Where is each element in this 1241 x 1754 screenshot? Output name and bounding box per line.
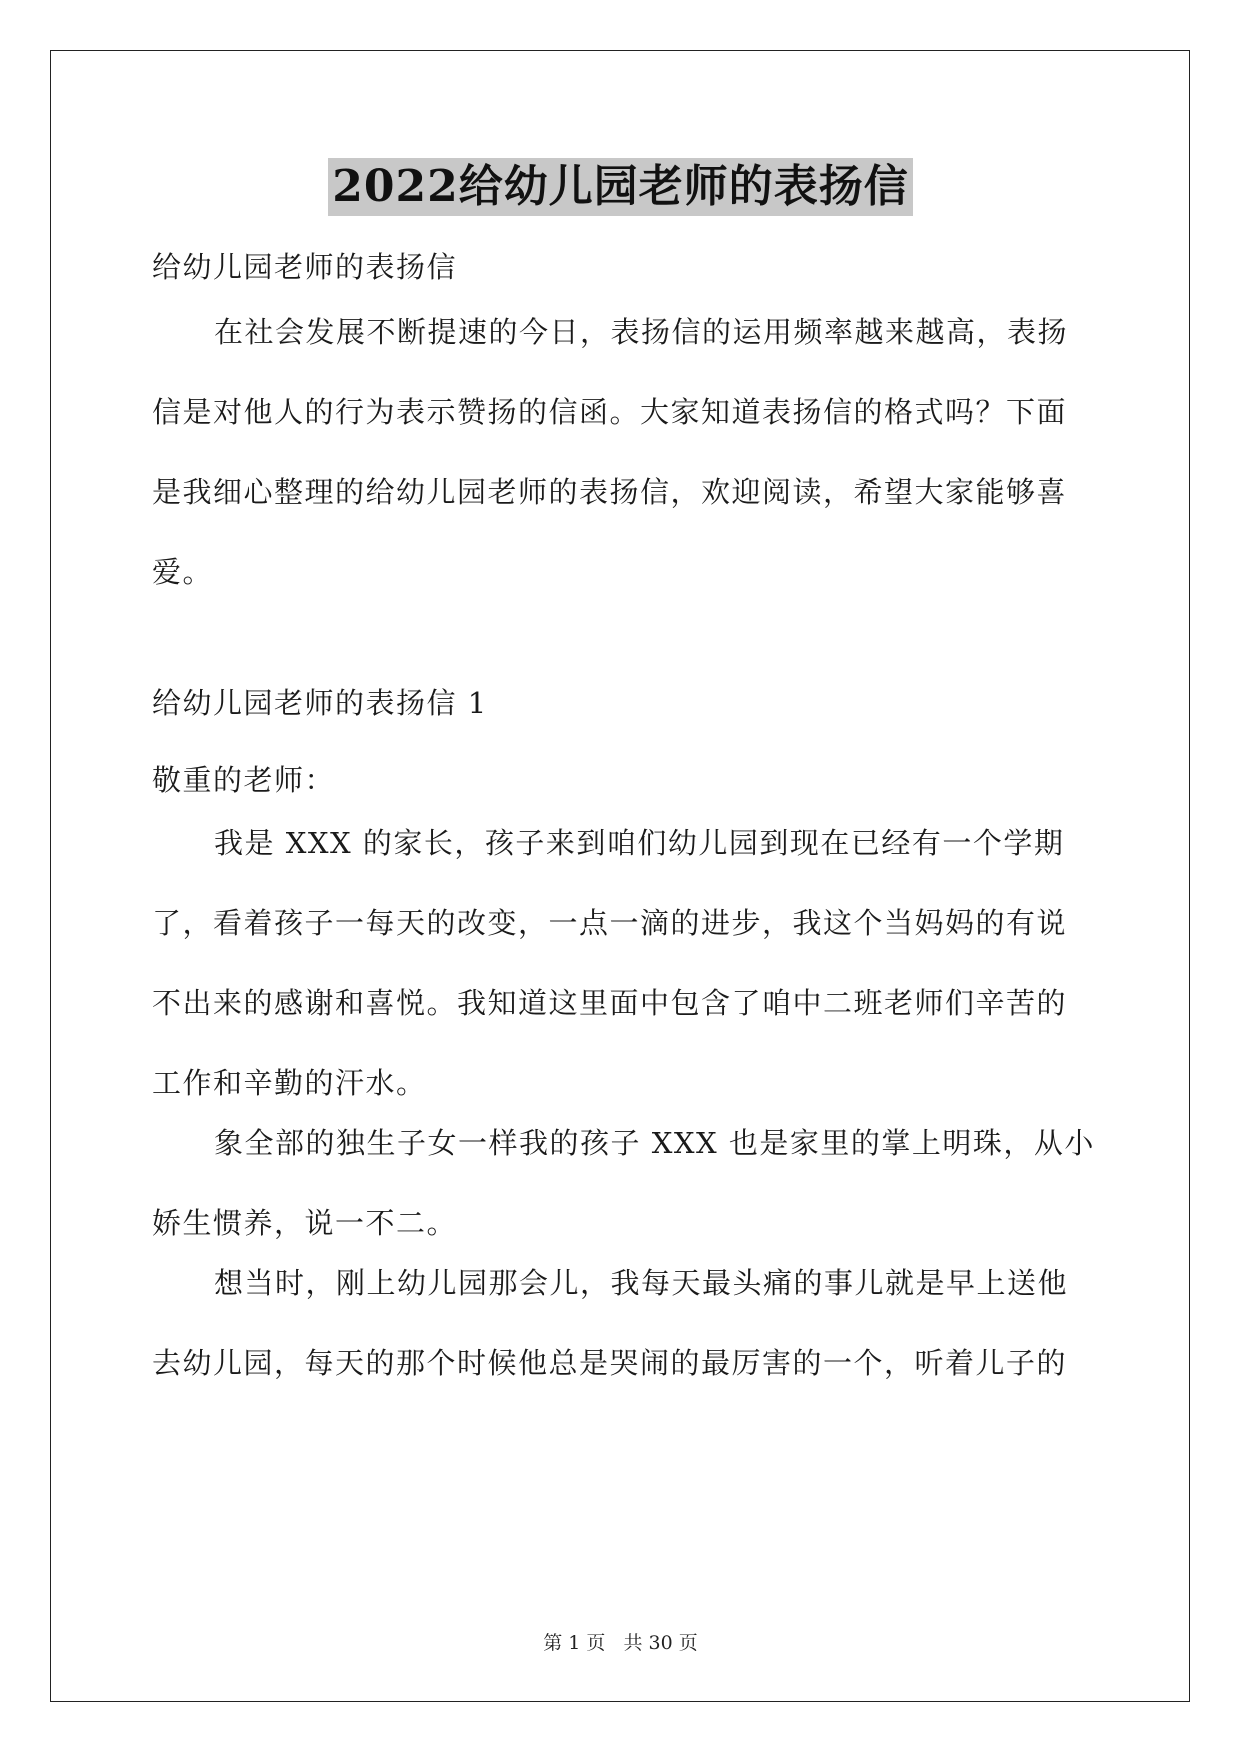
salutation: 敬重的老师： xyxy=(152,763,336,797)
body-paragraph-2: 象全部的独生子女一样我的孩子 XXX 也是家里的掌上明珠，从小娇生惯养，说一不二。 xyxy=(152,1126,1095,1240)
body-paragraph-3: 想当时，刚上幼儿园那会儿，我每天最头痛的事儿就是早上送他去幼儿园，每天的那个时候他总是哭闹的最厉害的一个，听着儿子的 xyxy=(152,1266,1069,1380)
body-paragraph-1: 我是 XXX 的家长，孩子来到咱们幼儿园到现在已经有一个学期了，看着孩子一每天的改变，一点一滴的进步，我这个当妈妈的有说不出来的感谢和喜悦。我知道这里面中包含了咱中二班老师们辛苦的工作和辛勤的汗水。 xyxy=(152,826,1068,1100)
section-heading: 给幼儿园老师的表扬信 1 xyxy=(152,686,488,720)
document-title: 2022给幼儿园老师的表扬信 xyxy=(328,158,912,216)
title-container xyxy=(0,158,1241,216)
page-number: 第 1 页 xyxy=(543,1632,606,1654)
total-pages: 共 30 页 xyxy=(623,1632,698,1654)
intro-paragraph: 在社会发展不断提速的今日，表扬信的运用频率越来越高，表扬信是对他人的行为表示赞扬的信函。大家知道表扬信的格式吗？下面是我细心整理的给幼儿园老师的表扬信，欢迎阅读，希望大家能够喜爱。 xyxy=(152,315,1069,589)
document-subtitle: 给幼儿园老师的表扬信 xyxy=(152,250,458,284)
page-footer xyxy=(0,1628,1241,1655)
